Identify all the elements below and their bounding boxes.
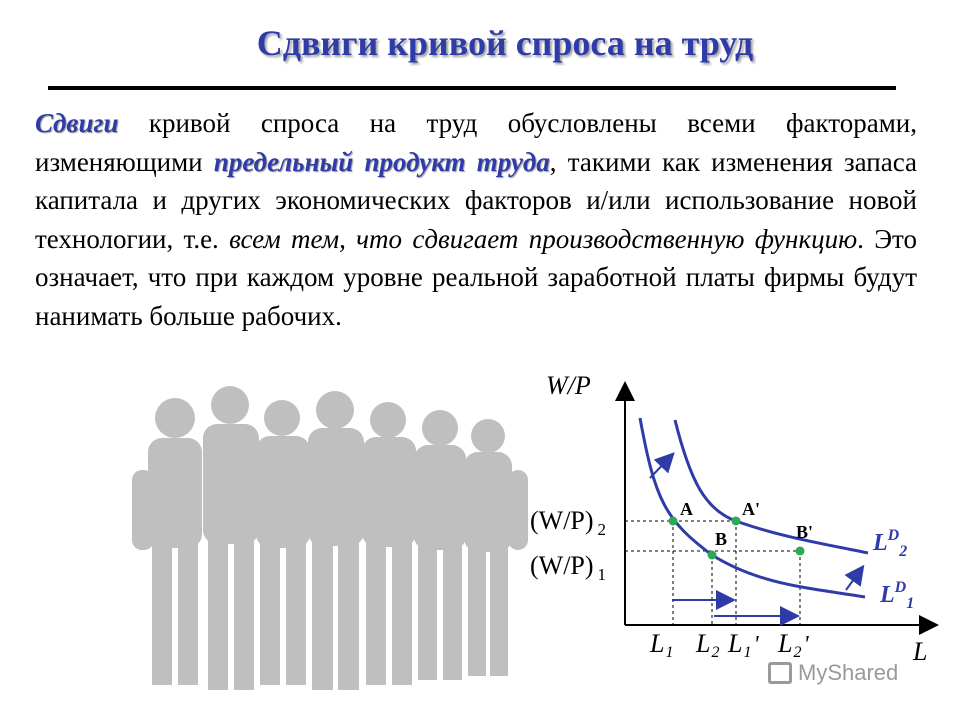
- paragraph-italic: всем тем, что сдвигает производственную функцию: [229, 223, 858, 254]
- curve2-label: [872, 527, 907, 560]
- label-point-a: A: [680, 499, 693, 519]
- highlight-marginal-product: предельный продукт труда: [213, 146, 550, 177]
- wage1-sub: 1: [597, 565, 607, 584]
- tick-L1p-prime: ': [753, 632, 759, 658]
- demand-curve-2: [675, 420, 868, 553]
- tick-L2-main: L: [696, 629, 711, 658]
- tick-L2-sub: 2: [711, 644, 720, 661]
- curve2-sup: D: [887, 527, 900, 544]
- watermark: [768, 660, 898, 686]
- tick-L1p-main: L: [728, 629, 743, 658]
- curve1-sub: 1: [906, 595, 915, 612]
- tick-L2p-prime: ': [803, 632, 809, 658]
- page-title: Сдвиги кривой спроса на труд: [256, 23, 754, 63]
- tick-L2-prime: [777, 629, 809, 661]
- tick-L2p-sub: 2: [793, 644, 802, 661]
- watermark-text: MyShared: [798, 660, 899, 685]
- tick-L1-prime: [727, 629, 759, 661]
- point-a-prime: [732, 517, 741, 526]
- label-point-b-prime: B': [796, 522, 814, 542]
- curve2-sub: 2: [899, 543, 908, 560]
- wage2-main: (W/P): [530, 506, 594, 535]
- wage2-label: [530, 506, 606, 539]
- point-b: [708, 551, 717, 560]
- tick-L2: [695, 629, 719, 661]
- paragraph-part-3: . Это означает, что при каждом уровне реальной заработной платы фирмы будут нанимать больше рабочих.: [35, 223, 917, 331]
- curve1-label: [879, 579, 914, 612]
- tick-L1-main: L: [650, 629, 665, 658]
- x-axis-label: L: [913, 637, 928, 666]
- tick-L2p-main: L: [778, 629, 793, 658]
- highlight-shifts: Сдвиги: [35, 108, 119, 138]
- tick-L1p-sub: 1: [743, 644, 752, 661]
- paragraph-part-1: кривой спроса на труд обусловлены всеми факторами, изменяющими: [35, 108, 917, 177]
- watermark-logo-icon: [768, 662, 792, 684]
- tick-L1: [649, 629, 673, 661]
- wage1-main: (W/P): [530, 551, 594, 580]
- label-point-b: B: [715, 529, 728, 549]
- point-a: [669, 517, 678, 526]
- tick-L1-sub: 1: [665, 644, 674, 661]
- point-b-prime: [796, 547, 805, 556]
- shift-arrow-lower: [846, 568, 862, 590]
- wage1-label: [530, 551, 606, 584]
- paragraph-part-2: , такими как изменения запаса капитала и других экономических факторов и/или использование новой технологии, т.е.: [35, 146, 917, 254]
- curve2-main: L: [873, 530, 888, 556]
- curve1-sup: D: [894, 579, 907, 596]
- shift-arrow-upper: [650, 455, 672, 478]
- y-axis-label: W/P: [546, 371, 591, 400]
- label-point-a-prime: A': [742, 499, 760, 519]
- curve1-main: L: [880, 582, 895, 608]
- wage2-sub: 2: [597, 520, 607, 539]
